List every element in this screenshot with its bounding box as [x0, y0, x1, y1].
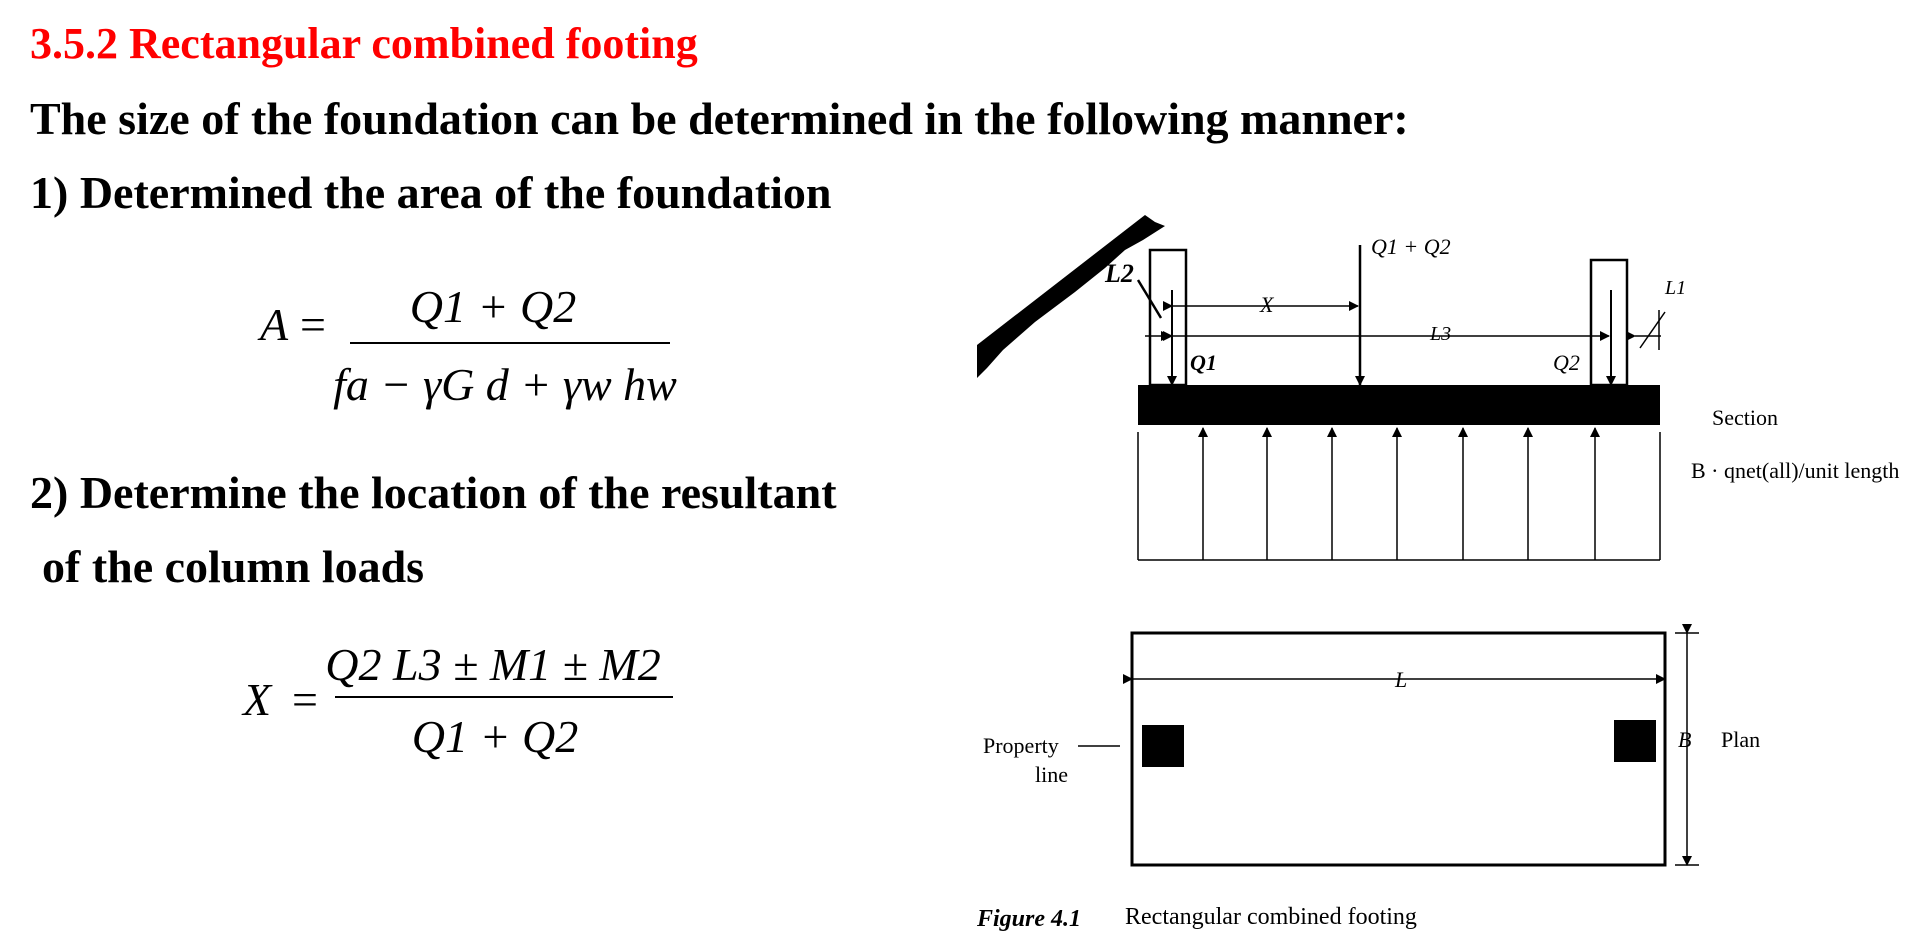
- l3-label: L3: [1430, 323, 1452, 345]
- l1-leader-line: [1640, 312, 1665, 348]
- footing-section: [1138, 385, 1660, 425]
- l2-label: L2: [1105, 259, 1134, 288]
- q2-label: Q2: [1553, 350, 1580, 375]
- slide-title: 3.5.2 Rectangular combined footing: [30, 19, 698, 68]
- q1-label: Q1: [1190, 350, 1217, 375]
- x-label: X: [1260, 292, 1274, 317]
- figure-caption-text: Rectangular combined footing: [1125, 904, 1417, 930]
- left-column: [1150, 250, 1186, 385]
- location-equation-equals: =: [292, 674, 318, 725]
- intro-text: The size of the foundation can be determined in the following manner:: [30, 93, 1409, 144]
- figure-caption-label: Figure 4.1: [977, 906, 1082, 932]
- combined-footing-figure: [975, 210, 1921, 940]
- location-equation-denominator: Q1 + Q2: [411, 711, 579, 762]
- b-label: B: [1678, 727, 1692, 752]
- soil-pressure-arrows: [1203, 428, 1595, 560]
- left-column-plan: [1142, 725, 1184, 767]
- area-equation: [240, 260, 700, 430]
- area-equation-denominator: fa − γG d + γw hw: [333, 359, 677, 410]
- section-label: Section: [1712, 405, 1778, 430]
- location-equation-lhs: X: [243, 674, 272, 725]
- area-equation-numerator: Q1 + Q2: [409, 281, 577, 332]
- area-equation-equals: =: [300, 299, 326, 350]
- area-equation-lhs: A: [260, 299, 289, 350]
- l-label: L: [1395, 667, 1408, 692]
- property-line-label: Property: [983, 733, 1059, 758]
- right-column: [1591, 260, 1627, 385]
- property-line-slope: [977, 215, 1165, 378]
- pressure-label: B · qnet(all)/unit length: [1691, 458, 1900, 483]
- location-equation-numerator: Q2 L3 ± M1 ± M2: [325, 639, 661, 690]
- property-line-label-continued: line: [1035, 762, 1068, 787]
- l1-label: L1: [1665, 277, 1687, 299]
- step-2-heading-continued: of the column loads: [42, 541, 425, 592]
- plan-label: Plan: [1721, 727, 1761, 752]
- resultant-label: Q1 + Q2: [1371, 234, 1451, 259]
- step-1-heading: 1) Determined the area of the foundation: [30, 167, 832, 218]
- right-column-plan: [1614, 720, 1656, 762]
- location-equation: [240, 620, 700, 770]
- step-2-heading: 2) Determine the location of the resultant: [30, 467, 837, 518]
